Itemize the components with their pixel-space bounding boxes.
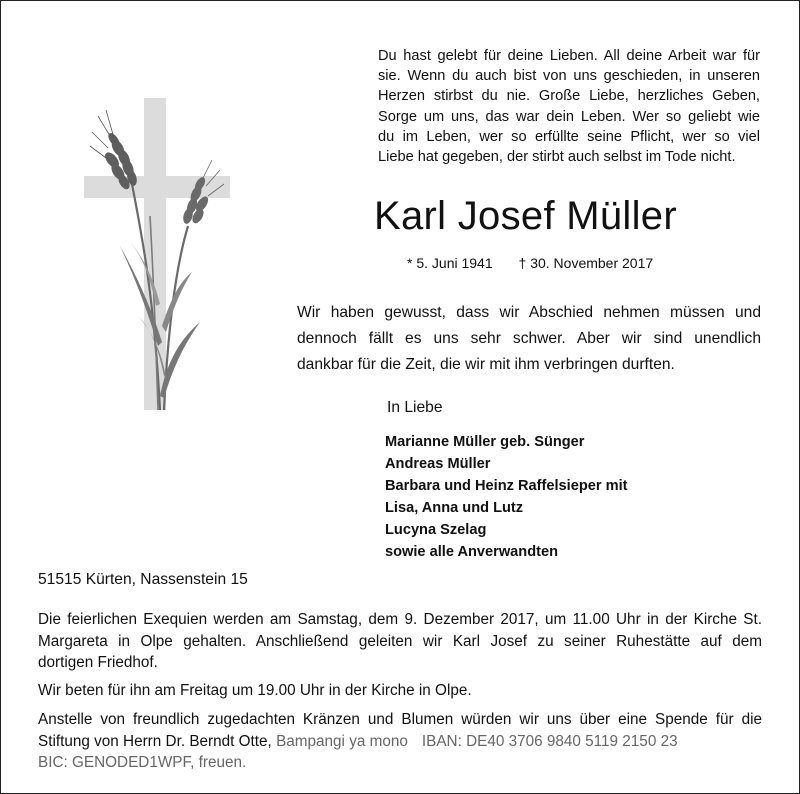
ceremony-line: dortigen Friedhof. <box>38 654 158 671</box>
donation-iban: IBAN: DE40 3706 9840 5119 2150 23 <box>421 732 678 750</box>
family-member: sowie alle Anverwandten <box>385 544 559 560</box>
donation-project: Bampangi ya mono <box>276 732 408 750</box>
family-member: Marianne Müller geb. Sünger <box>385 434 585 450</box>
address: 51515 Kürten, Nassenstein 15 <box>38 571 248 588</box>
ceremony-line: Die feierlichen Exequien werden am Samstag, dem 9. Dezember 2017, um 11.00 Uhr in der Kirche St. <box>38 611 762 628</box>
family-member: Lisa, Anna und Lutz <box>385 500 524 516</box>
birth-date: * 5. Juni 1941 <box>407 255 493 271</box>
poem-line: Liebe hat gegeben, der stirbt auch selbst im Tode nicht. <box>378 149 736 166</box>
donation-end: freuen. <box>198 754 247 771</box>
family-member: Andreas Müller <box>385 456 491 472</box>
poem-line: Sorge um uns, das war dein Leben. Wer so geliebt wie <box>378 108 760 125</box>
life-dates <box>407 253 653 273</box>
statement-line: Wir haben gewusst, dass wir Abschied nehmen müssen und <box>297 304 761 321</box>
family-list <box>385 431 627 563</box>
poem-line: Herzen stirbst du nie. Große Liebe, herzliches Geben, <box>378 88 760 105</box>
poem-line: du im Leben, wer so erfüllte seine Pflicht, wer so viel <box>378 128 760 145</box>
donation-info <box>38 709 762 774</box>
ceremony-info <box>38 609 762 674</box>
death-date: † 30. November 2017 <box>518 255 654 271</box>
poem-line: sie. Wenn du auch bist von uns geschieden, in unseren <box>378 68 760 85</box>
donation-line: Anstelle von freundlich zugedachten Kränzen und Blumen würden wir uns über eine Spende für die <box>38 711 762 728</box>
family-member: Lucyna Szelag <box>385 522 487 538</box>
poem-line: Du hast gelebt für deine Lieben. All deine Arbeit war für <box>378 48 760 64</box>
ceremony-line: Margareta in Olpe gehalten. Anschließend geleiten wir Karl Josef zu seiner Ruhestätte auf dem <box>38 632 762 650</box>
donation-bic: BIC: GENODED1WPF, <box>38 754 195 771</box>
statement-line: dankbar für die Zeit, die wir mit ihm verbringen durften. <box>297 356 675 373</box>
statement-line: dennoch fällt es uns sehr schwer. Aber wir sind unendlich <box>297 330 761 347</box>
mourning-statement <box>297 300 761 378</box>
poem <box>378 46 760 167</box>
cross-wheat-illustration <box>80 96 235 414</box>
donation-foundation: Stiftung von Herrn Dr. Berndt Otte, <box>38 732 272 750</box>
family-member: Barbara und Heinz Raffelsieper mit <box>385 478 628 494</box>
donation-line <box>38 731 762 753</box>
donation-line <box>38 752 762 774</box>
prayer-info: Wir beten für ihn am Freitag um 19.00 Uhr in der Kirche in Olpe. <box>38 682 472 699</box>
deceased-name: Karl Josef Müller <box>374 194 677 238</box>
closing-phrase: In Liebe <box>387 399 443 416</box>
